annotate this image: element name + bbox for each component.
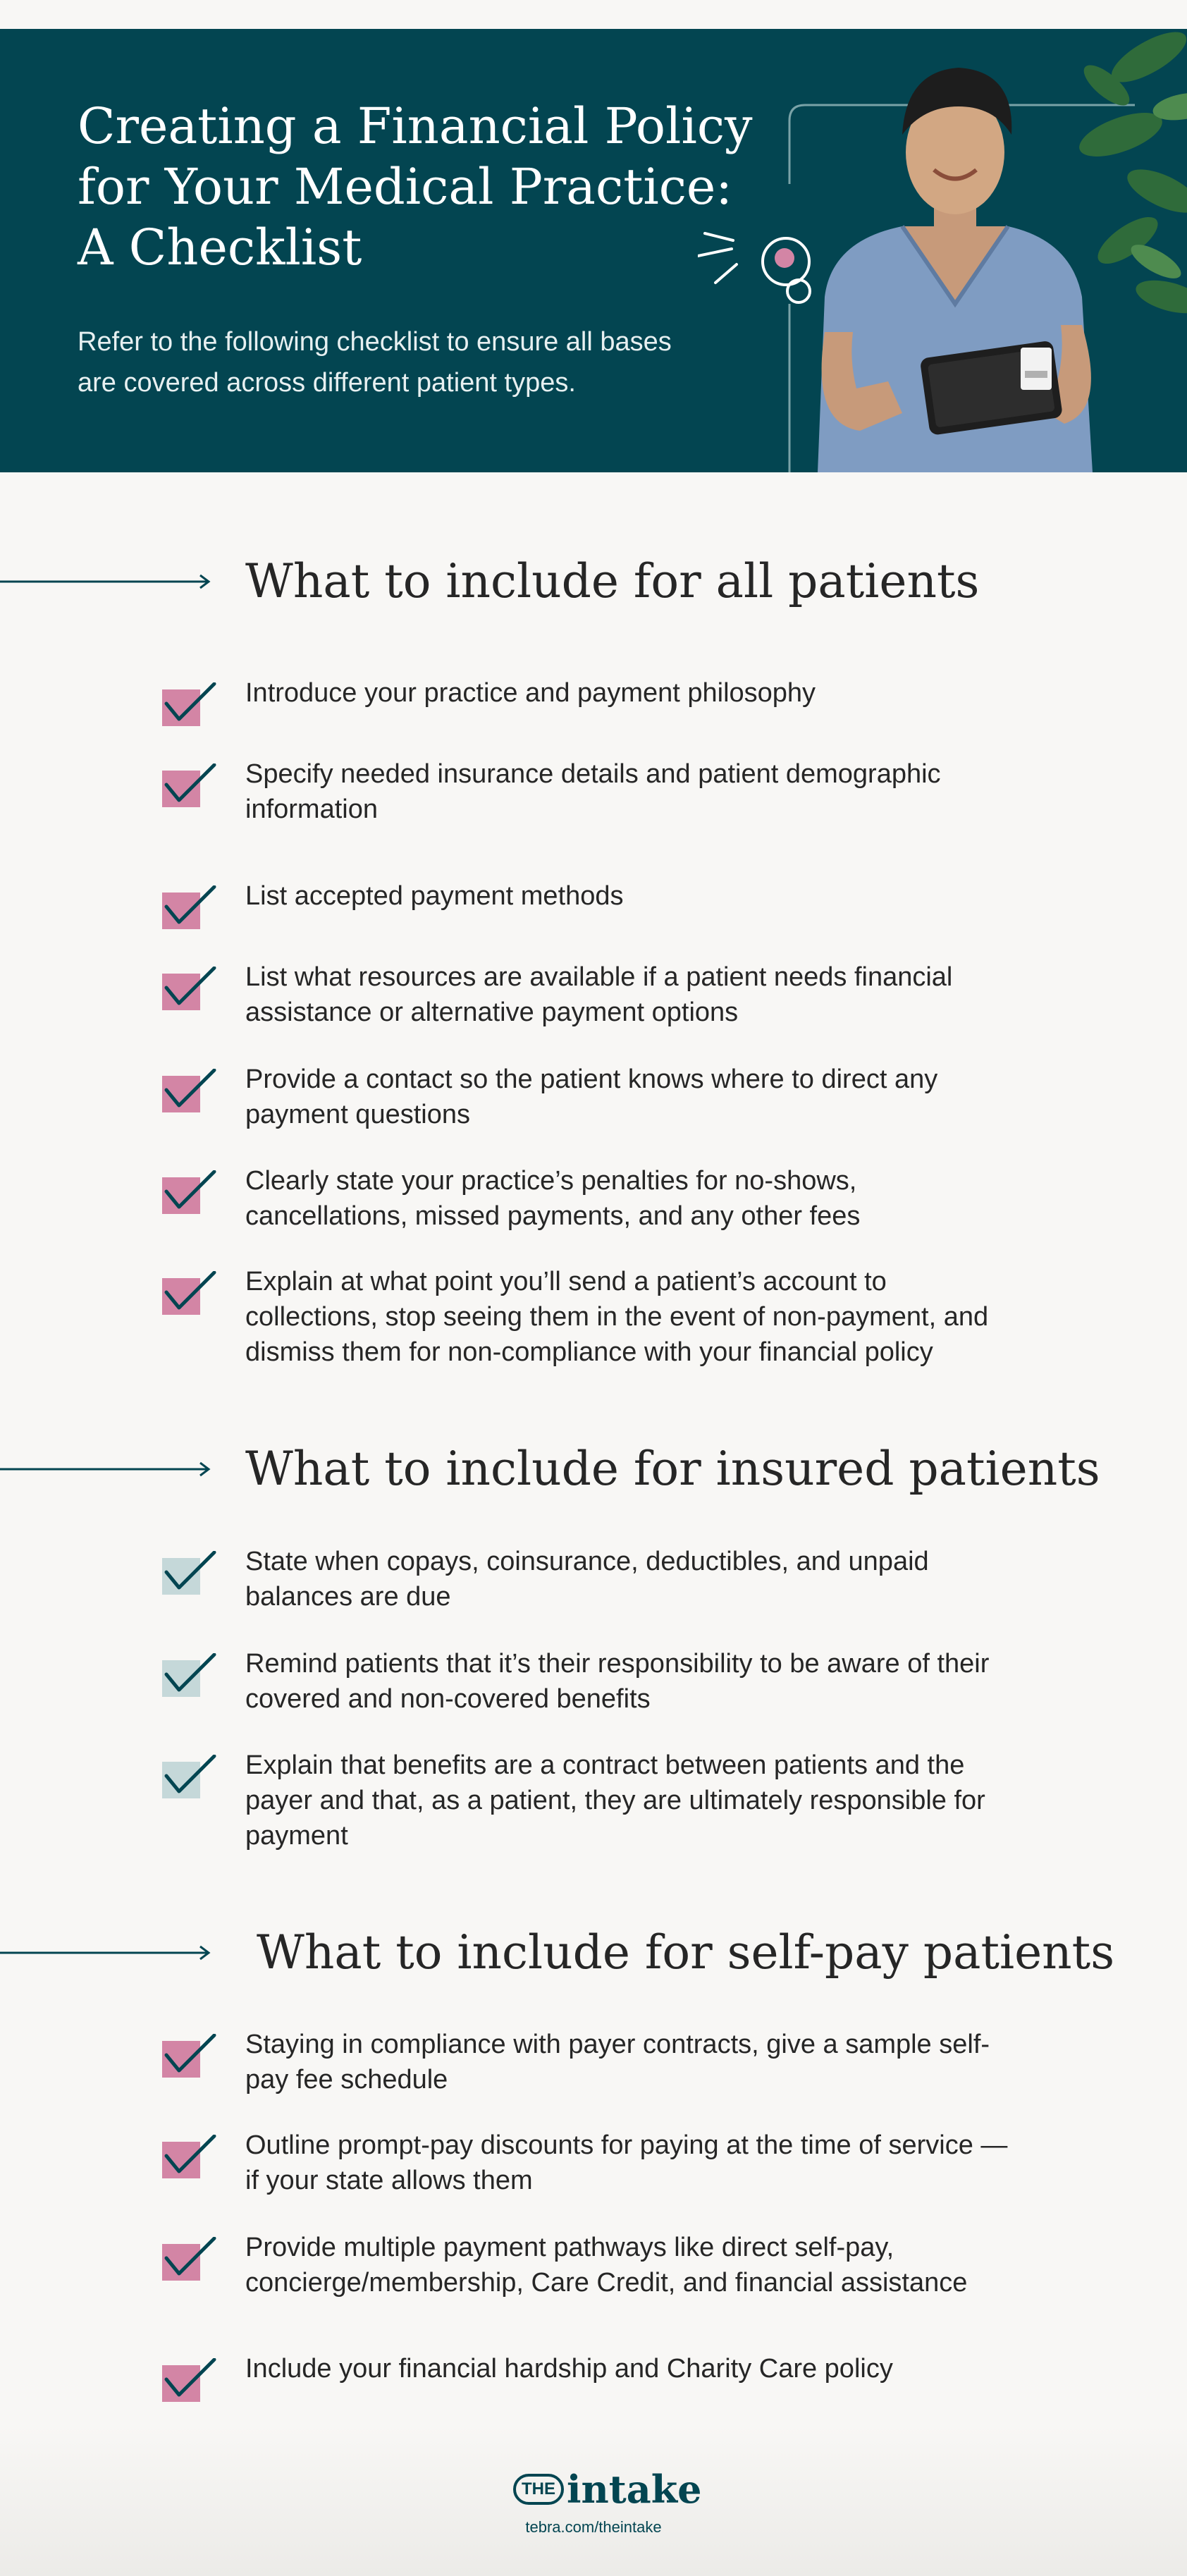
section-title: What to include for all patients	[245, 554, 980, 608]
checkbox-checked-icon	[162, 2358, 217, 2403]
checkbox-checked-icon	[162, 2237, 217, 2282]
arrow-icon	[0, 573, 211, 590]
checkbox-checked-icon	[162, 2135, 217, 2180]
page-title: Creating a Financial Policy for Your Medical Practice: A Checklist	[78, 97, 753, 276]
page-subtitle: Refer to the following checklist to ensure all bases are covered across different patient types.	[78, 327, 672, 398]
section-title: What to include for self-pay patients	[257, 1925, 1115, 1980]
logo-badge: THE	[513, 2474, 564, 2505]
list-item-text: List what resources are available if a patient needs financial assistance or alternative payment options	[245, 962, 953, 1027]
list-item-text: Remind patients that it’s their responsibility to be aware of their covered and non-covered benefits	[245, 1649, 990, 1714]
list-item-text: Outline prompt-pay discounts for paying at the time of service — if your state allows them	[245, 2130, 1008, 2195]
checkbox-checked-icon	[162, 1069, 217, 1114]
section-heading-all-patients	[0, 546, 1187, 617]
list-item-text: Explain at what point you’ll send a patient’s account to collections, stop seeing them in the event of non-payment, and dismiss them for non-compliance with your financial policy	[245, 1267, 989, 1367]
list-item-text: Introduce your practice and payment philosophy	[245, 678, 816, 708]
checkbox-checked-icon	[162, 682, 217, 728]
list-item-text: Explain that benefits are a contract between patients and the payer and that, as a patient, they are ultimately responsible for payment	[245, 1750, 985, 1851]
arrow-icon	[0, 1461, 211, 1478]
checkbox-checked-icon	[162, 1551, 217, 1596]
list-item-text: Include your financial hardship and Charity Care policy	[245, 2354, 893, 2384]
checkbox-checked-icon	[162, 763, 217, 809]
checkbox-checked-icon	[162, 2034, 217, 2079]
hero-banner	[0, 29, 1187, 472]
logo-wordmark: intake	[567, 2467, 702, 2512]
list-item-text: Clearly state your practice’s penalties for no-shows, cancellations, missed payments, and any other fees	[245, 1166, 861, 1231]
checkbox-checked-icon	[162, 885, 217, 931]
nurse-illustration	[698, 29, 1187, 472]
footer-url-link[interactable]: tebra.com/theintake	[525, 2518, 662, 2536]
footer	[0, 2425, 1187, 2576]
checkbox-checked-icon	[162, 1271, 217, 1316]
list-item-text: Provide multiple payment pathways like direct self-pay, concierge/membership, Care Credit, and financial assistance	[245, 2233, 968, 2298]
list-item-text: List accepted payment methods	[245, 881, 624, 911]
section-heading-insured-patients	[0, 1434, 1187, 1504]
section-title: What to include for insured patients	[245, 1442, 1100, 1496]
checkbox-checked-icon	[162, 967, 217, 1012]
arrow-icon	[0, 1944, 211, 1961]
list-item-text: Provide a contact so the patient knows where to direct any payment questions	[245, 1065, 938, 1129]
list-item-text: Specify needed insurance details and patient demographic information	[245, 759, 941, 824]
the-intake-logo[interactable]	[513, 2465, 701, 2514]
list-item-text: State when copays, coinsurance, deductibles, and unpaid balances are due	[245, 1547, 929, 1612]
checkbox-checked-icon	[162, 1755, 217, 1800]
checkbox-checked-icon	[162, 1653, 217, 1698]
list-item-text: Staying in compliance with payer contracts, give a sample self- pay fee schedule	[245, 2030, 990, 2094]
section-heading-self-pay-patients	[0, 1918, 1187, 1988]
checkbox-checked-icon	[162, 1170, 217, 1215]
